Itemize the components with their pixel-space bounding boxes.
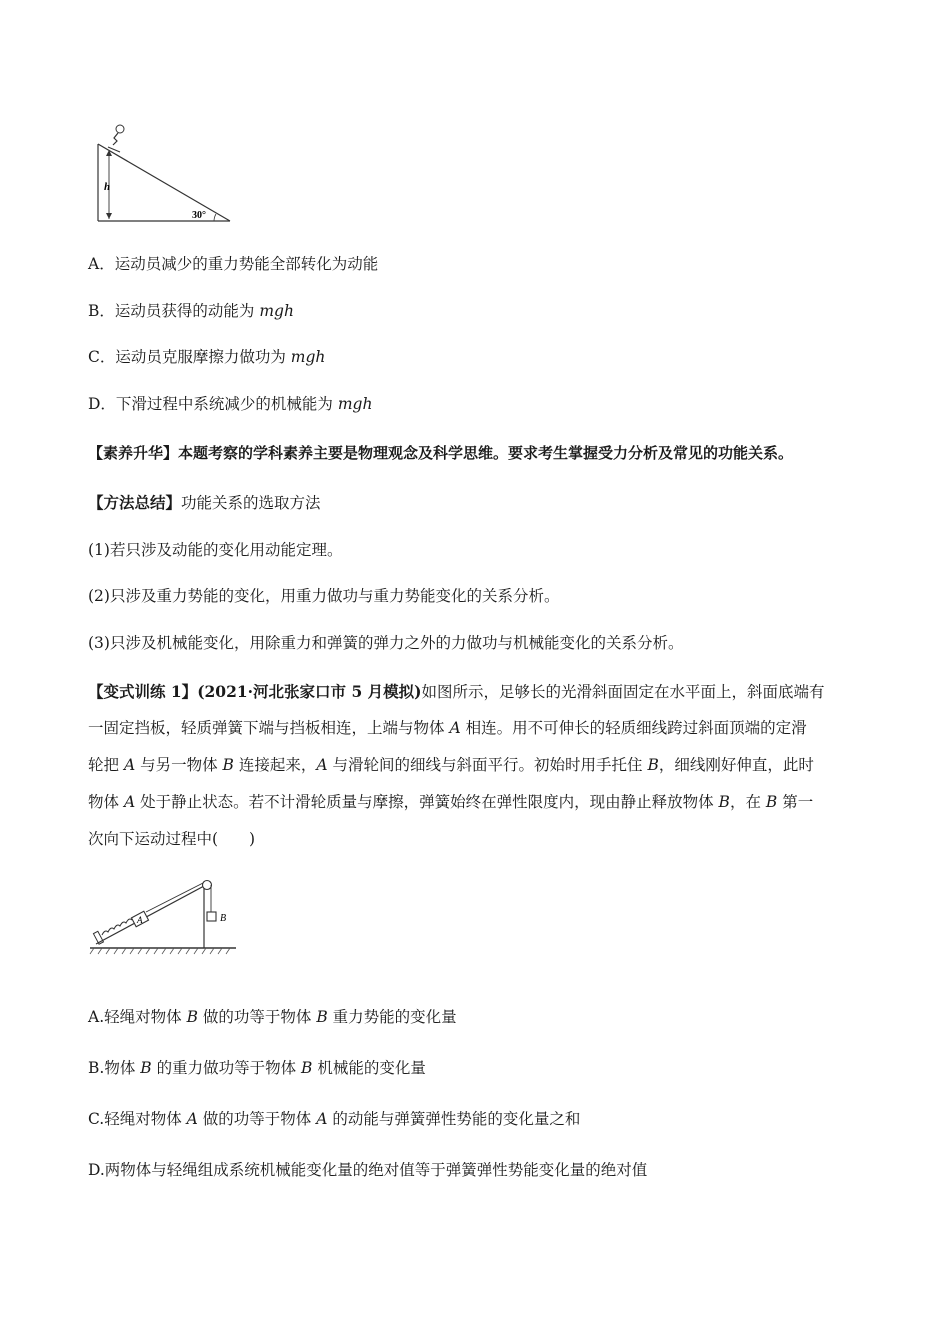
skier-icon	[108, 125, 124, 152]
bianshi-line-4: 物体 A 处于静止状态。若不计滑轮质量与摩擦，弹簧始终在弹性限度内，现由静止释放物体 B，在 B 第一	[88, 793, 814, 811]
pulley-icon	[203, 881, 212, 890]
q2-option-d: D.两物体与轻绳组成系统机械能变化量的绝对值等于弹簧弹性势能变化量的绝对值	[88, 1161, 648, 1179]
fangfa-heading: 【方法总结】功能关系的选取方法	[88, 493, 321, 512]
bianshi-line-1: 【变式训练 1】(2021·河北张家口市 5 月模拟)如图所示，足够长的光滑斜面固定在水平面上，斜面底端有	[88, 682, 825, 701]
fangfa-item-3: (3)只涉及机械能变化，用除重力和弹簧的弹力之外的力做功与机械能变化的关系分析。	[88, 634, 684, 652]
q2-option-b: B.物体 B 的重力做功等于物体 B 机械能的变化量	[88, 1059, 426, 1077]
incline-pulley-figure	[88, 874, 238, 958]
angle-label: 30°	[192, 210, 206, 221]
bianshi-line-3: 轮把 A 与另一物体 B 连接起来，A 与滑轮间的细线与斜面平行。初始时用手托住 B，细线刚好伸直，此时	[88, 756, 814, 774]
block-a-label: A	[137, 915, 143, 925]
q1-option-d: D．下滑过程中系统减少的机械能为 mgh	[88, 395, 373, 413]
bianshi-line-5: 次向下运动过程中( )	[88, 830, 256, 848]
suyang-paragraph: 【素养升华】本题考察的学科素养主要是物理观念及科学思维。要求考生掌握受力分析及常见的功能关系。	[88, 444, 794, 462]
slope-figure	[92, 122, 237, 226]
q1-option-a: A．运动员减少的重力势能全部转化为动能	[88, 255, 379, 273]
block-b-label: B	[220, 913, 227, 924]
q2-option-a: A.轻绳对物体 B 做的功等于物体 B 重力势能的变化量	[88, 1008, 457, 1026]
fangfa-item-2: (2)只涉及重力势能的变化，用重力做功与重力势能变化的关系分析。	[88, 587, 560, 605]
fangfa-item-1: (1)若只涉及动能的变化用动能定理。	[88, 541, 343, 559]
q2-option-c: C.轻绳对物体 A 做的功等于物体 A 的动能与弹簧弹性势能的变化量之和	[88, 1110, 581, 1128]
q1-option-b: B．运动员获得的动能为 mgh	[88, 302, 294, 320]
q1-option-c: C．运动员克服摩擦力做功为 mgh	[88, 348, 326, 366]
height-label: h	[104, 181, 111, 193]
bianshi-line-2: 一固定挡板，轻质弹簧下端与挡板相连，上端与物体 A 相连。用不可伸长的轻质细线跨过斜面顶端的定滑	[88, 719, 807, 737]
